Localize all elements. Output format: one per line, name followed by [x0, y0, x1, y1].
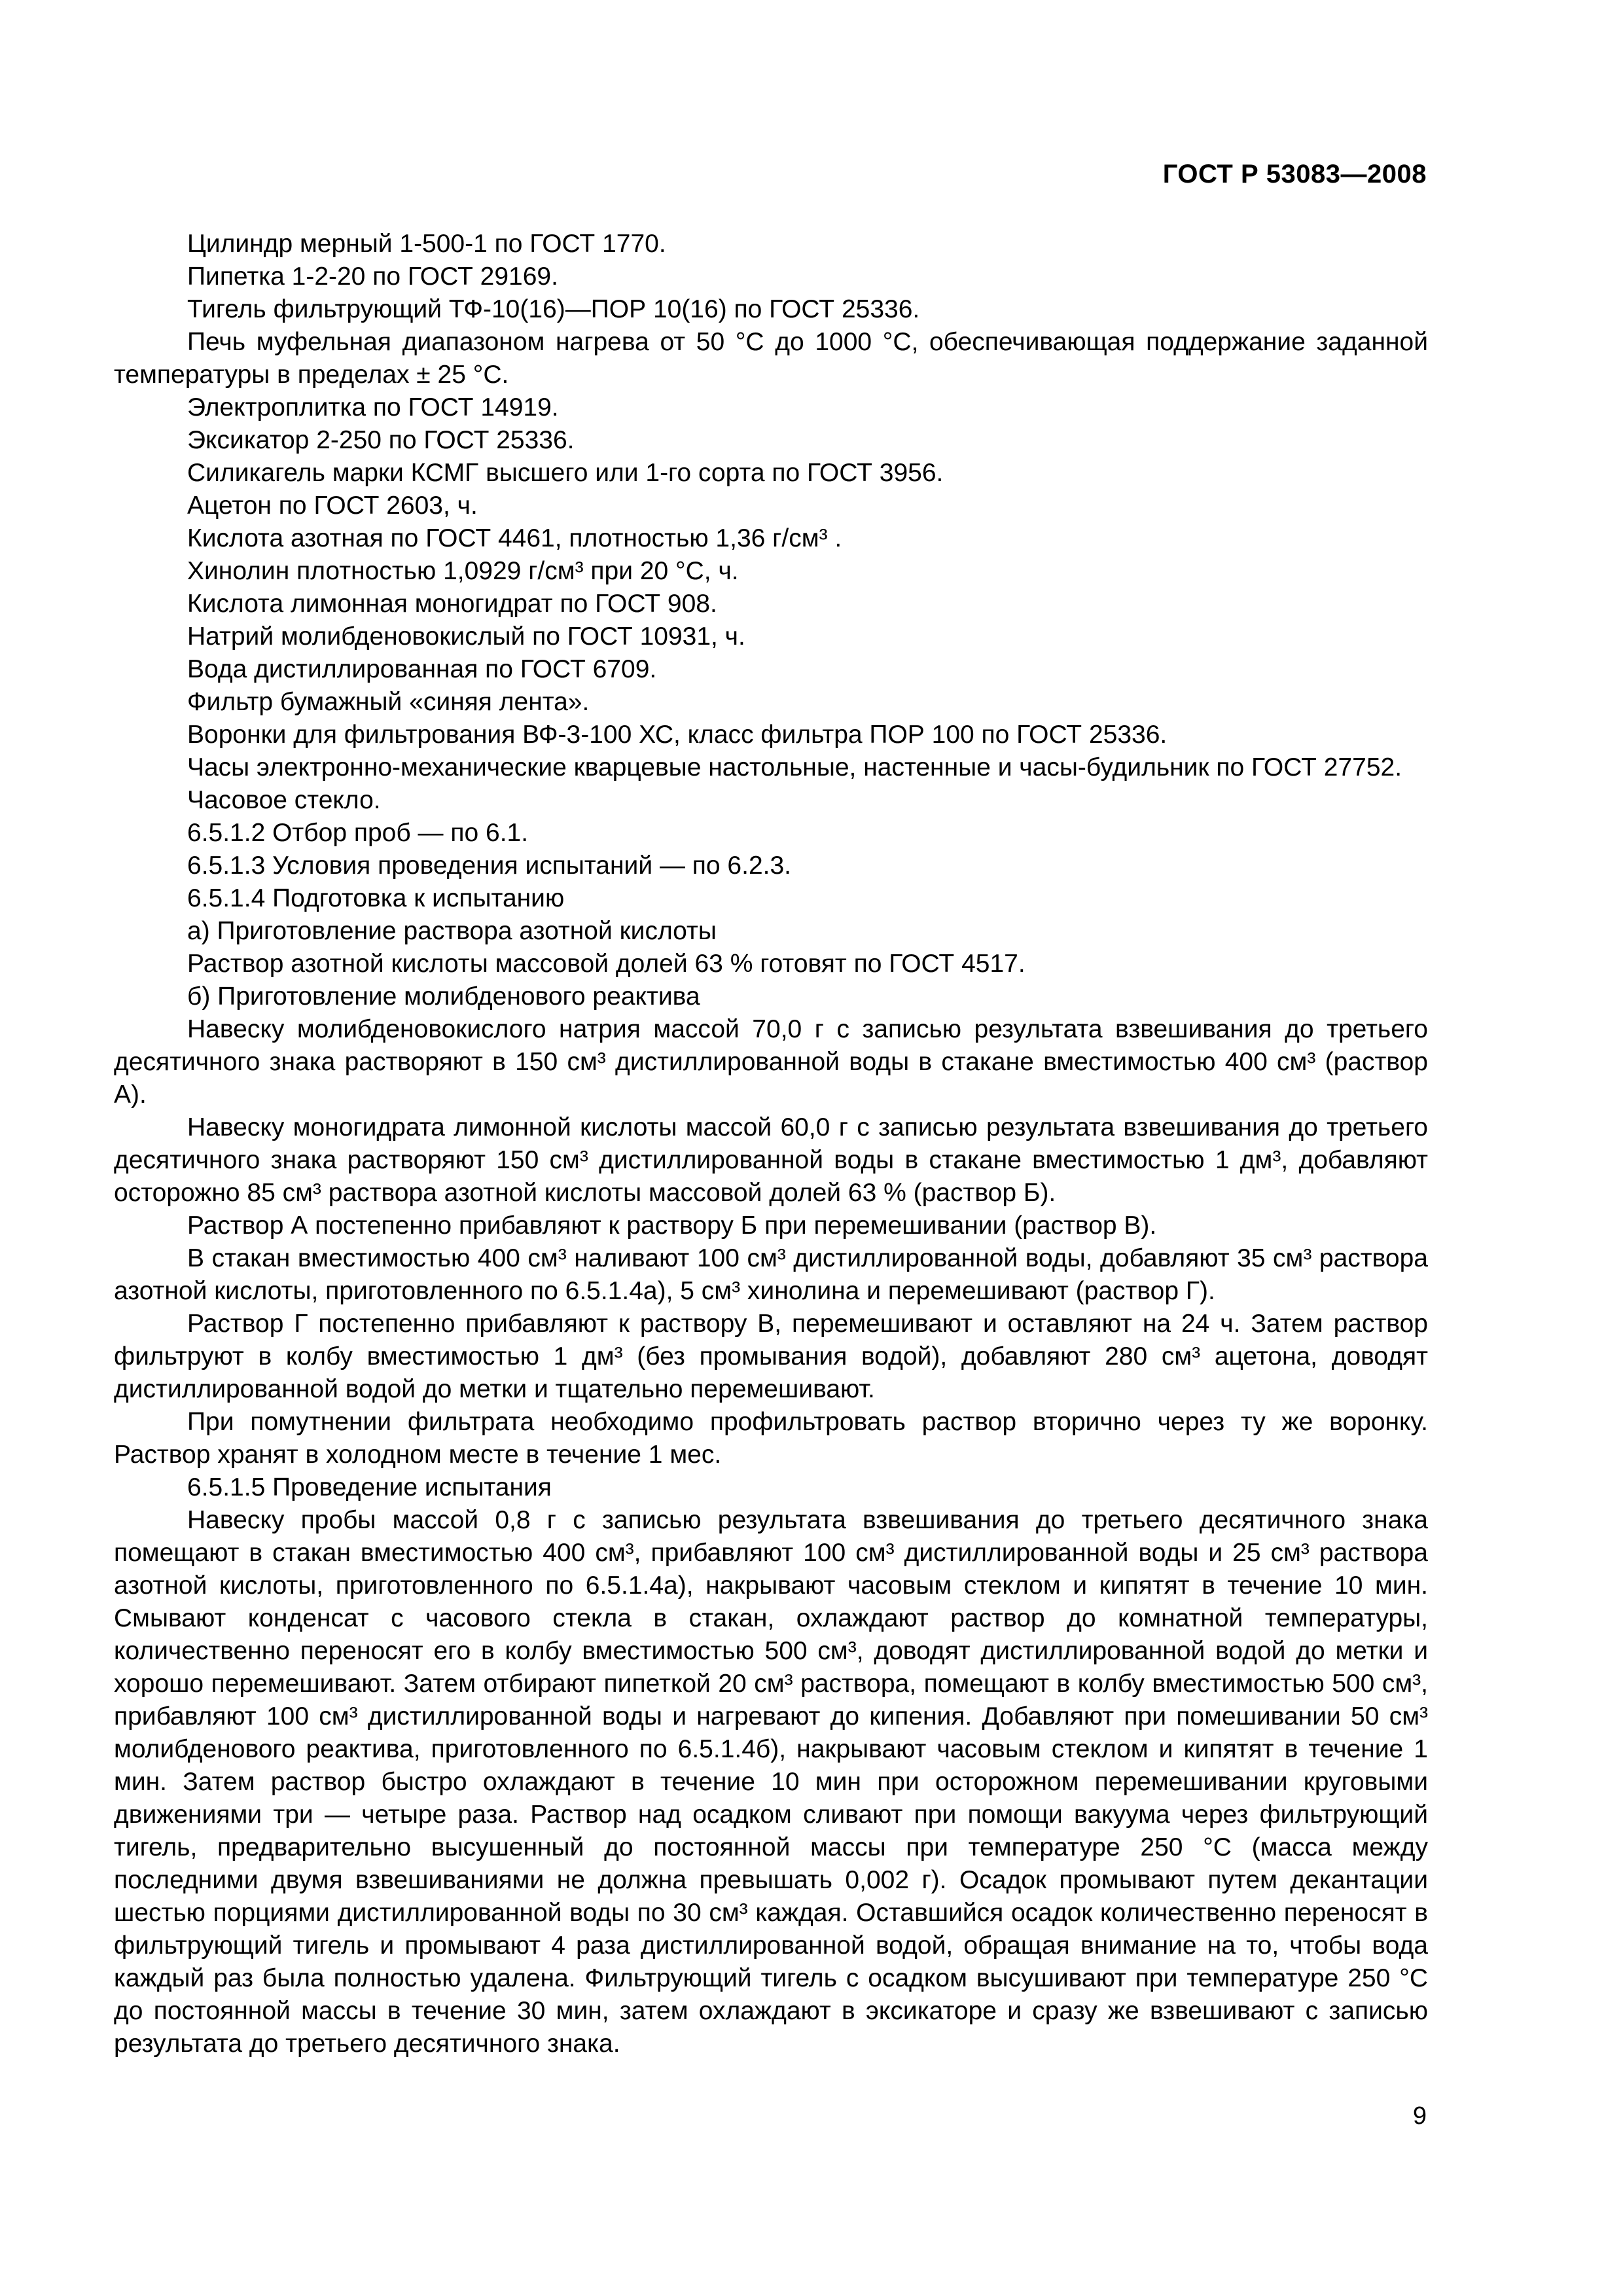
body-paragraph: При помутнении фильтрата необходимо профильтровать раствор вторично через ту же воронку. Раствор хранят в холодном месте в течение 1 мес.	[114, 1408, 1428, 1469]
body-paragraph: Воронки для фильтрования ВФ-3-100 ХС, класс фильтра ПОР 100 по ГОСТ 25336.	[187, 721, 1168, 749]
body-paragraph: Ацетон по ГОСТ 2603, ч.	[187, 492, 478, 520]
body-paragraph: Навеску пробы массой 0,8 г с записью результата взвешивания до третьего десятичного знака помещают в стакан вместимостью 400 см³, прибавляют 100 см³ дистиллированной воды и 25 см³ раствора азотной кислоты, приготовленного по 6.5.1.4а), накрывают часовым стеклом и кипятят в течение 10 мин. Смывают конденсат с часового стекла в стакан, охлаждают раствор до комнатной температуры, количественно переносят его в колбу вместимостью 500 см³, доводят дистиллированной водой до метки и хорошо перемешивают. Затем отбирают пипеткой 20 см³ раствора, помещают в колбу вместимостью 500 см³, прибавляют 100 см³ дистиллированной воды и нагревают до кипения. Добавляют при помешивании 50 см³ молибденового реактива, приготовленного по 6.5.1.4б), накрывают часовым стеклом и кипятят в течение 1 мин. Затем раствор быстро охлаждают в течение 10 мин при осторожном перемешивании круговыми движениями три — четыре раза. Раствор над осадком сливают при помощи вакуума через фильтрующий тигель, предварительно высушенный до постоянной массы при температуре 250 °С (масса между последними двумя взвешиваниями не должна превышать 0,002 г). Осадок промывают путем декантации шестью порциями дистиллированной воды по 30 см³ каждая. Оставшийся осадок количественно переносят в фильтрующий тигель и промывают 4 раза дистиллированной водой, обращая внимание на то, чтобы вода каждый раз была полностью удалена. Фильтрующий тигель с осадком высушивают при температуре 250 °С до постоянной массы в течение 30 мин, затем охлаждают в эксикаторе и сразу же взвешивают с записью результата до третьего десятичного знака.	[114, 1506, 1428, 2058]
body-paragraph: Часовое стекло.	[187, 786, 381, 814]
body-paragraph: Хинолин плотностью 1,0929 г/см³ при 20 °С, ч.	[187, 557, 739, 585]
body-paragraph: Кислота азотная по ГОСТ 4461, плотностью 1,36 г/см³ .	[187, 524, 842, 552]
body-paragraph: Цилиндр мерный 1-500-1 по ГОСТ 1770.	[187, 230, 666, 258]
body-paragraph: Раствор А постепенно прибавляют к раствору Б при перемешивании (раствор В).	[187, 1211, 1157, 1240]
body-paragraph: Раствор азотной кислоты массовой долей 63 % готовят по ГОСТ 4517.	[187, 950, 1026, 978]
body-paragraph: Тигель фильтрующий ТФ-10(16)—ПОР 10(16) по ГОСТ 25336.	[187, 295, 920, 323]
body-paragraph: Кислота лимонная моногидрат по ГОСТ 908.	[187, 590, 717, 618]
section-heading: 6.5.1.2 Отбор проб — по 6.1.	[187, 819, 529, 847]
body-paragraph: В стакан вместимостью 400 см³ наливают 100 см³ дистиллированной воды, добавляют 35 см³ раствора азотной кислоты, приготовленного по 6.5.1.4а), 5 см³ хинолина и перемешивают (раствор Г).	[114, 1244, 1428, 1305]
body-paragraph: Электроплитка по ГОСТ 14919.	[187, 393, 559, 422]
body-paragraph: Печь муфельная диапазоном нагрева от 50 °С до 1000 °С, обеспечивающая поддержание заданной температуры в пределах ± 25 °С.	[114, 328, 1428, 389]
section-heading: 6.5.1.5 Проведение испытания	[187, 1473, 552, 1501]
document-body	[114, 228, 1428, 2060]
body-paragraph: Пипетка 1-2-20 по ГОСТ 29169.	[187, 262, 558, 291]
body-paragraph: Часы электронно-механические кварцевые настольные, настенные и часы-будильник по ГОСТ 27752.	[187, 753, 1402, 781]
section-heading: 6.5.1.3 Условия проведения испытаний — по 6.2.3.	[187, 852, 791, 880]
body-paragraph: Эксикатор 2-250 по ГОСТ 25336.	[187, 426, 575, 454]
subsection-heading: б) Приготовление молибденового реактива	[187, 982, 700, 1011]
body-paragraph: Навеску молибденовокислого натрия массой 70,0 г с записью результата взвешивания до третьего десятичного знака растворяют в 150 см³ дистиллированной воды в стакане вместимостью 400 см³ (раствор А).	[114, 1015, 1428, 1109]
body-paragraph: Фильтр бумажный «синяя лента».	[187, 688, 590, 716]
body-paragraph: Навеску моногидрата лимонной кислоты массой 60,0 г с записью результата взвешивания до третьего десятичного знака растворяют 150 см³ дистиллированной воды в стакане вместимостью 1 дм³, добавляют осторожно 85 см³ раствора азотной кислоты массовой долей 63 % (раствор Б).	[114, 1113, 1428, 1207]
body-paragraph: Натрий молибденовокислый по ГОСТ 10931, ч.	[187, 622, 745, 651]
body-paragraph: Раствор Г постепенно прибавляют к раствору В, перемешивают и оставляют на 24 ч. Затем раствор фильтруют в колбу вместимостью 1 дм³ (без промывания водой), добавляют 280 см³ ацетона, доводят дистиллированной водой до метки и тщательно перемешивают.	[114, 1310, 1428, 1403]
subsection-heading: а) Приготовление раствора азотной кислоты	[187, 917, 717, 945]
body-paragraph: Силикагель марки КСМГ высшего или 1-го сорта по ГОСТ 3956.	[187, 459, 944, 487]
page-number: 9	[1412, 2102, 1427, 2130]
body-paragraph: Вода дистиллированная по ГОСТ 6709.	[187, 655, 657, 683]
section-heading: 6.5.1.4 Подготовка к испытанию	[187, 884, 565, 912]
document-header: ГОСТ Р 53083—2008	[1162, 160, 1427, 188]
